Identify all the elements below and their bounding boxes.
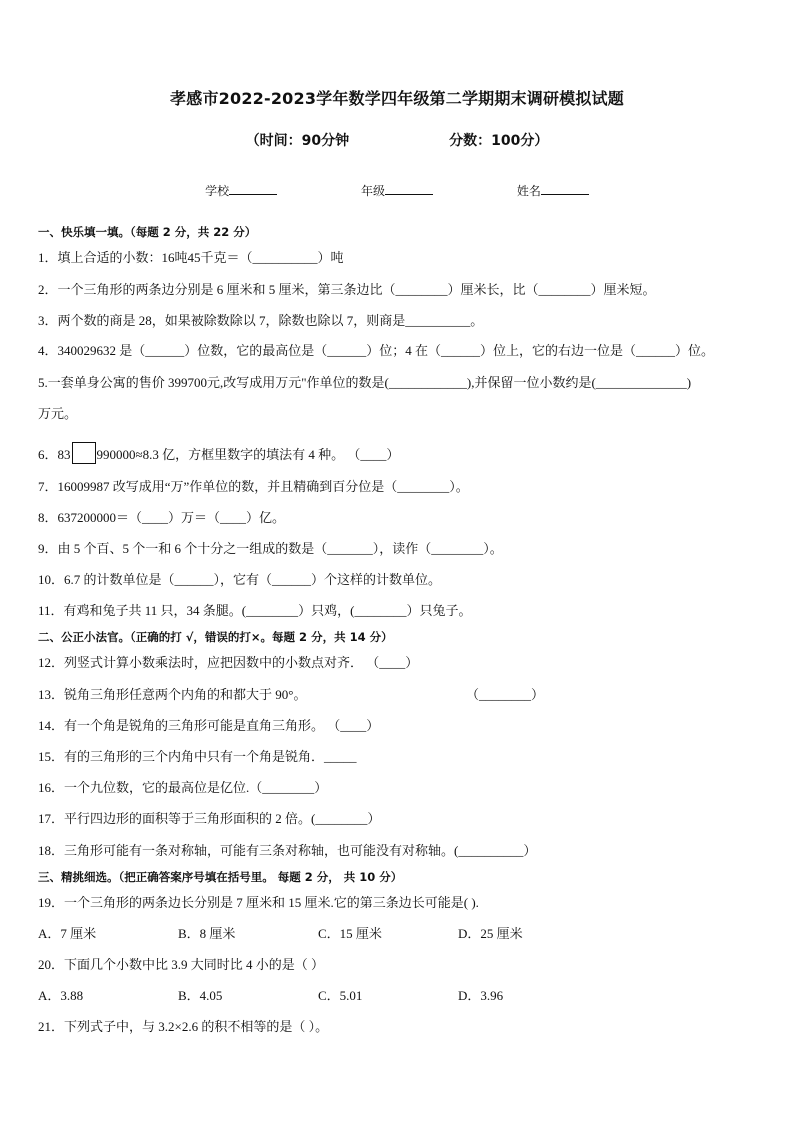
question-1: 1．填上合适的小数：16吨45千克＝（__________）吨 (38, 250, 344, 265)
q6-prefix: 6．83 (38, 447, 71, 462)
exam-subtitle (0, 130, 794, 150)
question-16: 16．一个九位数，它的最高位是亿位.（________） (38, 780, 328, 795)
section-heading: 二、公正小法官。（正确的打 √，错误的打×。每题 2 分，共 14 分） (38, 630, 393, 644)
question-9: 9．由 5 个百、5 个一和 6 个十分之一组成的数是（_______），读作（________）。 (38, 541, 503, 556)
question-21: 21．下列式子中，与 3.2×2.6 的积不相等的是（ ）。 (38, 1019, 329, 1034)
question-20-options (38, 988, 503, 1004)
name-field[interactable] (517, 182, 589, 199)
question-11: 11．有鸡和兔子共 11 只，34 条腿。(________）只鸡，(________）只兔子。 (38, 603, 472, 618)
question-13: 13．锐角三角形任意两个内角的和都大于 90°。 (38, 687, 307, 702)
question-14: 14．有一个角是锐角的三角形可能是直角三角形。 （____） (38, 718, 380, 733)
option-a[interactable]: A．7 厘米 (38, 926, 97, 941)
option-b[interactable]: B．4.05 (178, 988, 223, 1003)
option-b[interactable]: B．8 厘米 (178, 926, 236, 941)
section-heading: 一、快乐填一填。（每题 2 分，共 22 分） (38, 225, 257, 239)
time-label: （时间：90分钟 (245, 133, 350, 149)
option-c[interactable]: C．15 厘米 (318, 926, 382, 941)
question-6 (38, 442, 399, 464)
question-5-continued: 万元。 (38, 406, 78, 421)
option-d[interactable]: D．25 厘米 (458, 926, 523, 941)
student-info-row (0, 182, 794, 199)
grade-label: 年级 (360, 184, 385, 198)
question-19-options (38, 926, 523, 942)
question-10: 10．6.7 的计数单位是（______），它有（______）个这样的计数单位。 (38, 572, 442, 587)
answer-box[interactable] (72, 442, 96, 464)
question-7: 7．16009987 改写成用“万”作单位的数，并且精确到百分位是（________）。 (38, 479, 469, 494)
question-2: 2．一个三角形的两条边分别是 6 厘米和 5 厘米，第三条边比（________）厘米长，比（________）厘米短。 (38, 282, 656, 297)
question-15: 15．有的三角形的三个内角中只有一个角是锐角．_____ (38, 749, 357, 764)
question-17: 17．平行四边形的面积等于三角形面积的 2 倍。(________） (38, 811, 381, 826)
question-4: 4．340029632 是（______）位数，它的最高位是（______）位；4 在（______）位上，它的右边一位是（______）位。 (38, 343, 715, 358)
q6-suffix: 990000≈8.3 亿，方框里数字的填法有 4 种。 （____） (96, 447, 400, 462)
question-20: 20．下面几个小数中比 3.9 大同时比 4 小的是（ ） (38, 957, 325, 972)
question-3: 3．两个数的商是 28，如果被除数除以 7，除数也除以 7，则商是__________。 (38, 313, 484, 328)
grade-field[interactable] (361, 182, 433, 199)
score-label: 分数：100分） (449, 133, 549, 149)
question-13-blank: （________） (466, 687, 545, 702)
question-5: 5.一套单身公寓的售价 399700元,改写成用万元"作单位的数是(____________),并保留一位小数约是(______________) (38, 375, 692, 390)
option-a[interactable]: A．3.88 (38, 988, 84, 1003)
school-field[interactable] (205, 182, 277, 199)
exam-title: 孝感市2022-2023学年数学四年级第二学期期末调研模拟试题 (170, 89, 624, 108)
question-12: 12．列竖式计算小数乘法时，应把因数中的小数点对齐． （____） (38, 655, 419, 670)
school-label: 学校 (205, 184, 230, 198)
question-19: 19．一个三角形的两条边长分别是 7 厘米和 15 厘米.它的第三条边长可能是( ). (38, 895, 479, 910)
option-c[interactable]: C．5.01 (318, 988, 363, 1003)
question-18: 18．三角形可能有一条对称轴，可能有三条对称轴，也可能没有对称轴。(__________） (38, 843, 537, 858)
question-8: 8．637200000＝（____）万＝（____）亿。 (38, 510, 286, 525)
option-d[interactable]: D．3.96 (458, 988, 504, 1003)
section-heading: 三、精挑细选。（把正确答案序号填在括号里。 每题 2 分， 共 10 分） (38, 870, 403, 884)
name-label: 姓名 (516, 184, 541, 198)
